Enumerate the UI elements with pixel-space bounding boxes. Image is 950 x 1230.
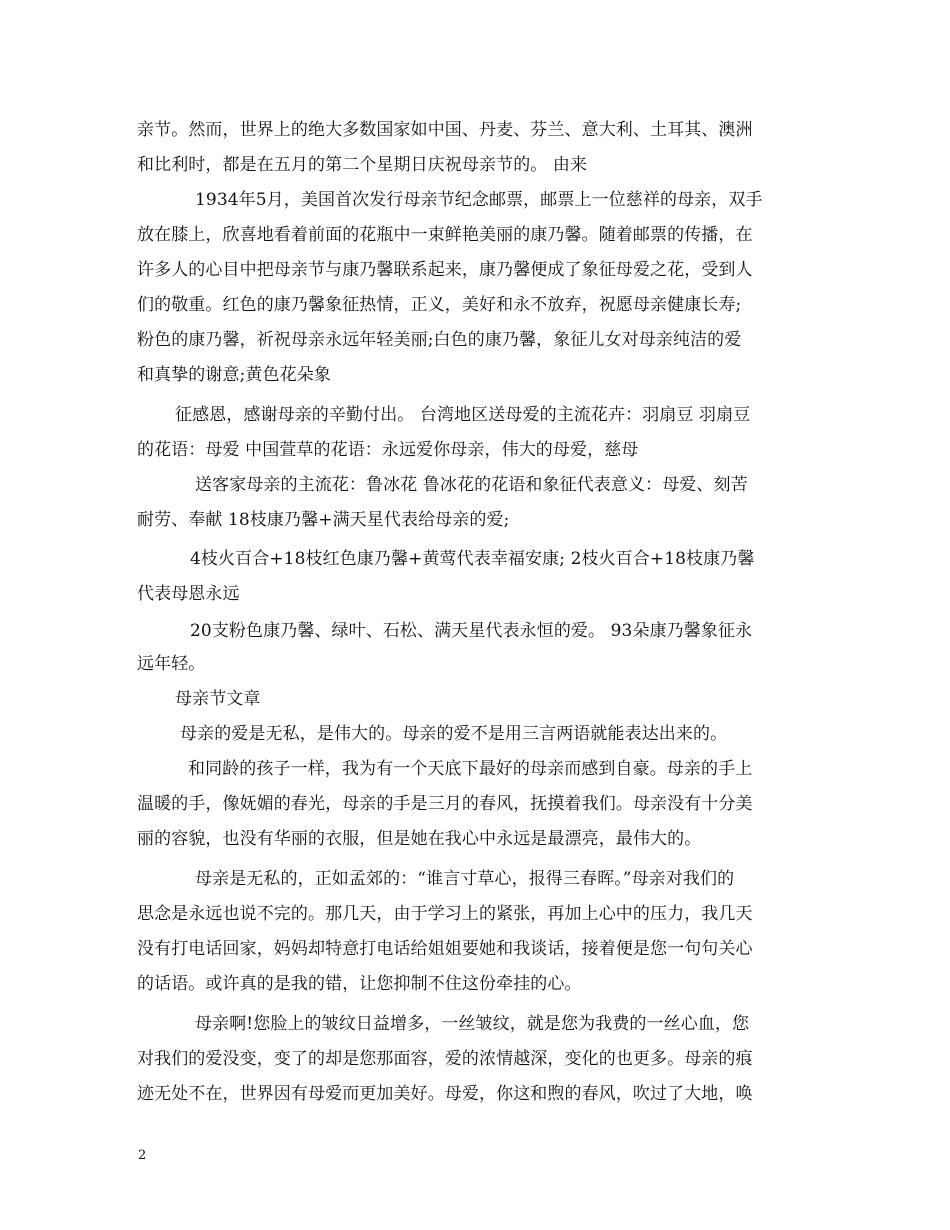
paragraph-line: 代表母恩永远 <box>137 584 240 604</box>
paragraph-line: 征感恩，感谢母亲的辛勤付出。 台湾地区送母爱的主流花卉：羽扇豆 羽扇豆 <box>175 405 751 425</box>
page-number: 2 <box>138 1148 147 1163</box>
paragraph-line: 亲节。然而，世界上的绝大多数国家如中国、丹麦、芬兰、意大利、土耳其、澳洲 <box>137 120 753 140</box>
paragraph-line: 的话语。或许真的是我的错，让您抑制不住这份牵挂的心。 <box>137 974 582 994</box>
paragraph-line: 没有打电话回家，妈妈却特意打电话给姐姐要她和我谈话，接着便是您一句句关心 <box>137 939 753 959</box>
paragraph-line: 母亲啊!您脸上的皱纹日益增多，一丝皱纹，就是您为我费的一丝心血，您 <box>195 1014 750 1034</box>
paragraph-line: 4枝火百合+18枝红色康乃馨+黄莺代表幸福安康; 2枝火百合+18枝康乃馨 <box>190 549 755 569</box>
paragraph-line: 远年轻。 <box>137 654 206 674</box>
paragraph-line: 耐劳、奉献 18枝康乃馨+满天星代表给母亲的爱; <box>137 510 510 530</box>
paragraph-line: 迹无处不在，世界因有母爱而更加美好。母爱，你这和煦的春风，吹过了大地，唤 <box>137 1084 753 1104</box>
paragraph-line: 粉色的康乃馨，祈祝母亲永远年轻美丽;白色的康乃馨，象征儿女对母亲纯洁的爱 <box>137 330 742 350</box>
paragraph-line: 和比利时，都是在五月的第二个星期日庆祝母亲节的。 由来 <box>137 155 588 175</box>
paragraph-line: 送客家母亲的主流花：鲁冰花 鲁冰花的花语和象征代表意义：母爱、刻苦 <box>195 475 748 495</box>
paragraph-line: 放在膝上，欣喜地看着前面的花瓶中一束鲜艳美丽的康乃馨。随着邮票的传播，在 <box>137 225 753 245</box>
paragraph-line: 的花语：母爱 中国萱草的花语：永远爱你母亲，伟大的母爱，慈母 <box>137 440 639 460</box>
paragraph-line: 温暖的手，像妩媚的春光，母亲的手是三月的春风，抚摸着我们。母亲没有十分美 <box>137 794 753 814</box>
paragraph-line: 1934年5月，美国首次发行母亲节纪念邮票，邮票上一位慈祥的母亲，双手 <box>195 190 763 210</box>
paragraph-line: 和同龄的孩子一样，我为有一个天底下最好的母亲而感到自豪。母亲的手上 <box>188 759 753 779</box>
paragraph-line: 思念是永远也说不完的。那几天，由于学习上的紧张，再加上心中的压力，我几天 <box>137 904 753 924</box>
paragraph-line: 和真挚的谢意;黄色花朵象 <box>137 365 331 385</box>
paragraph-line: 对我们的爱没变，变了的却是您那面容，爱的浓情越深，变化的也更多。母亲的痕 <box>137 1049 753 1069</box>
paragraph-line: 丽的容貌，也没有华丽的衣服，但是她在我心中永远是最漂亮，最伟大的。 <box>137 829 702 849</box>
paragraph-line: 们的敬重。红色的康乃馨象征热情，正义，美好和永不放弃，祝愿母亲健康长寿; <box>137 295 742 315</box>
paragraph-line: 许多人的心目中把母亲节与康乃馨联系起来，康乃馨便成了象征母爱之花，受到人 <box>137 260 753 280</box>
paragraph-line: 母亲的爱是无私，是伟大的。母亲的爱不是用三言两语就能表达出来的。 <box>180 724 728 744</box>
section-heading: 母亲节文章 <box>175 689 261 709</box>
paragraph-line: 母亲是无私的，正如孟郊的：“谁言寸草心，报得三春晖。”母亲对我们的 <box>195 869 735 889</box>
paragraph-line: 20支粉色康乃馨、绿叶、石松、满天星代表永恒的爱。 93朵康乃馨象征永 <box>190 621 753 641</box>
